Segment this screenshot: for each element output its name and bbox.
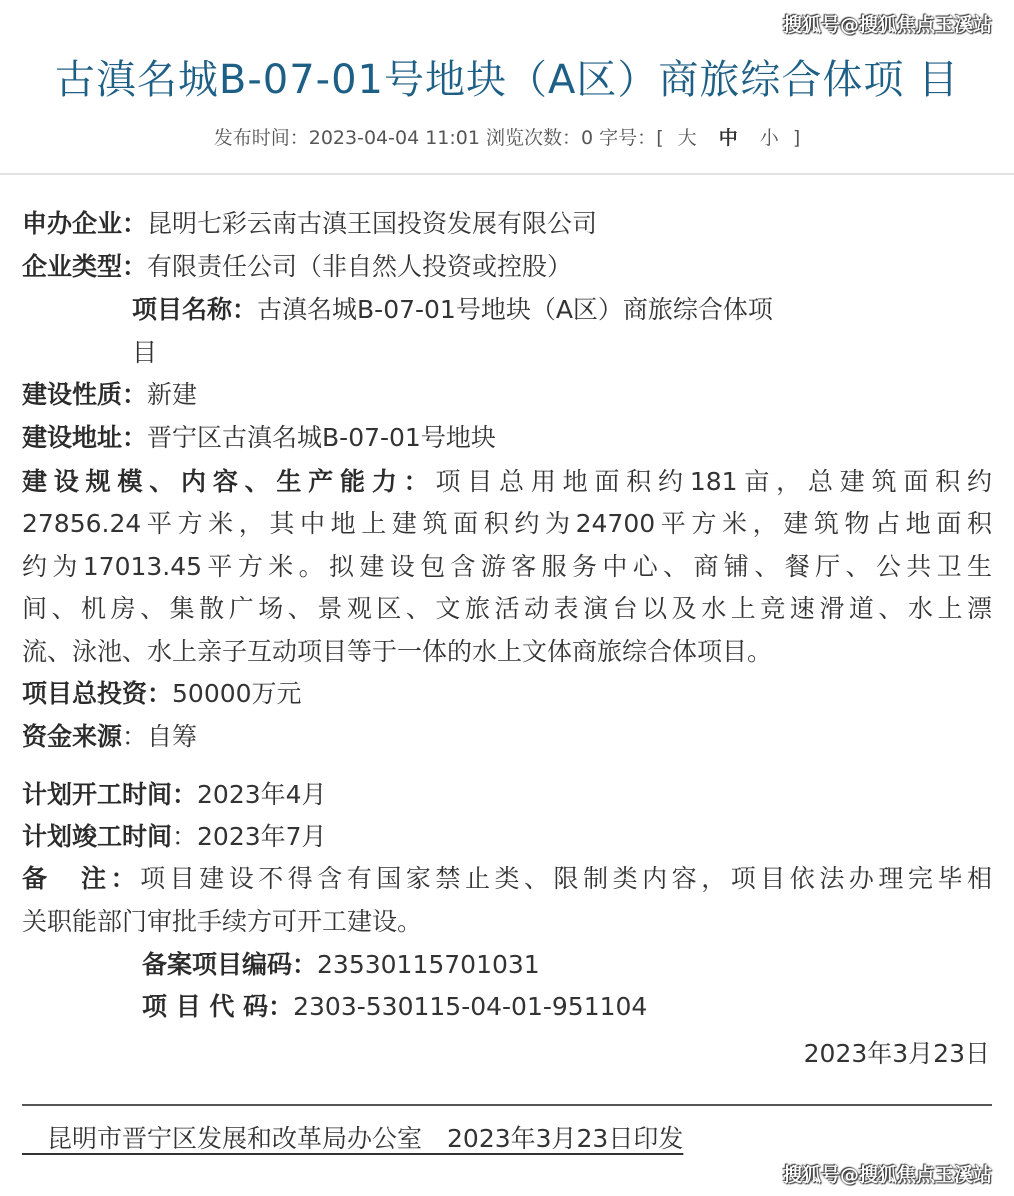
watermark-bottom: 搜狐号@搜狐焦点玉溪站 bbox=[782, 1164, 992, 1186]
view-count: 0 bbox=[581, 127, 594, 149]
funding-row bbox=[22, 722, 197, 752]
company-type-label: 企业类型： bbox=[22, 252, 148, 281]
project-name-value: 古滇名城B-07-01号地块（A区）商旅综合体项 bbox=[257, 295, 773, 324]
applicant-value: 昆明七彩云南古滇王国投资发展有限公司 bbox=[147, 209, 598, 238]
remark-label: 备 注： bbox=[22, 864, 141, 893]
applicant-row bbox=[22, 209, 597, 239]
font-size-large-button[interactable]: 大 bbox=[677, 127, 697, 149]
font-size-label: 字号： bbox=[599, 127, 657, 149]
project-code-label: 项 目 代 码： bbox=[142, 992, 294, 1021]
watermark-top: 搜狐号@搜狐焦点玉溪站 bbox=[782, 14, 992, 36]
project-code-value: 2303-530115-04-01-951104 bbox=[293, 992, 648, 1021]
start-value: 2023年4月 bbox=[197, 780, 327, 809]
remark-line-1 bbox=[22, 858, 992, 901]
document-date: 2023年3月23日 bbox=[803, 1039, 990, 1068]
start-label: 计划开工时间： bbox=[22, 780, 198, 809]
scale-line-1 bbox=[22, 461, 992, 504]
end-value: ：2023年7月 bbox=[172, 822, 327, 851]
project-name-row bbox=[132, 295, 773, 325]
issuing-office-footer: 昆明市晋宁区发展和改革局办公室 2023年3月23日印发 bbox=[22, 1124, 684, 1153]
project-code-row bbox=[142, 992, 647, 1022]
remark-text-1: 项目建设不得含有国家禁止类、限制类内容，项目依法办理完毕相 bbox=[140, 864, 992, 893]
nature-label: 建设性质： bbox=[22, 380, 148, 409]
investment-row bbox=[22, 679, 302, 709]
project-name-label: 项目名称： bbox=[132, 295, 258, 324]
investment-value: 50000万元 bbox=[172, 679, 302, 708]
nature-row bbox=[22, 380, 197, 410]
project-name-continuation: 目 bbox=[132, 338, 158, 367]
record-code-label: 备案项目编码： bbox=[142, 950, 318, 979]
company-type-value: 有限责任公司（非自然人投资或控股） bbox=[147, 252, 573, 281]
scale-label: 建设规模、内容、生产能力： bbox=[22, 467, 436, 496]
end-label: 计划竣工时间 bbox=[22, 822, 173, 851]
company-type-row bbox=[22, 252, 572, 282]
page-title: 古滇名城B-07-01号地块（A区）商旅综合体项 目 bbox=[54, 57, 960, 103]
start-row bbox=[22, 780, 327, 810]
scale-line-3: 约为17013.45平方米。拟建设包含游客服务中心、商铺、餐厅、公共卫生 bbox=[22, 552, 992, 581]
bracket-close: ] bbox=[792, 127, 801, 149]
scale-text-1: 项目总用地面积约181亩，总建筑面积约 bbox=[435, 467, 992, 496]
footer-rule bbox=[22, 1104, 992, 1106]
bracket-open: [ bbox=[656, 127, 664, 149]
article-meta bbox=[0, 123, 1014, 150]
address-row bbox=[22, 423, 496, 453]
address-label: 建设地址： bbox=[22, 423, 148, 452]
header-divider bbox=[0, 173, 1014, 175]
record-code-row bbox=[142, 950, 540, 980]
scale-line-5: 流、泳池、水上亲子互动项目等于一体的水上文体商旅综合体项目。 bbox=[22, 637, 773, 666]
scale-line-2: 27856.24平方米，其中地上建筑面积约为24700平方米，建筑物占地面积 bbox=[22, 509, 992, 538]
nature-value: 新建 bbox=[147, 380, 198, 409]
end-row bbox=[22, 822, 327, 852]
investment-label: 项目总投资： bbox=[22, 679, 173, 708]
funding-value: ：自筹 bbox=[122, 722, 198, 751]
scale-line-4: 间、机房、集散广场、景观区、文旅活动表演台以及水上竞速滑道、水上漂 bbox=[22, 594, 992, 623]
view-count-label: 浏览次数： bbox=[486, 127, 582, 149]
remark-line-2: 关职能部门审批手续方可开工建设。 bbox=[22, 907, 423, 936]
publish-time: 2023-04-04 11:01 bbox=[308, 127, 480, 149]
record-code-value: 23530115701031 bbox=[317, 950, 540, 979]
funding-label: 资金来源 bbox=[22, 722, 123, 751]
applicant-label: 申办企业： bbox=[22, 209, 148, 238]
address-value: 晋宁区古滇名城B-07-01号地块 bbox=[147, 423, 496, 452]
font-size-medium-button[interactable]: 中 bbox=[718, 127, 738, 149]
publish-time-label: 发布时间： bbox=[213, 127, 309, 149]
font-size-small-button[interactable]: 小 bbox=[759, 127, 779, 149]
